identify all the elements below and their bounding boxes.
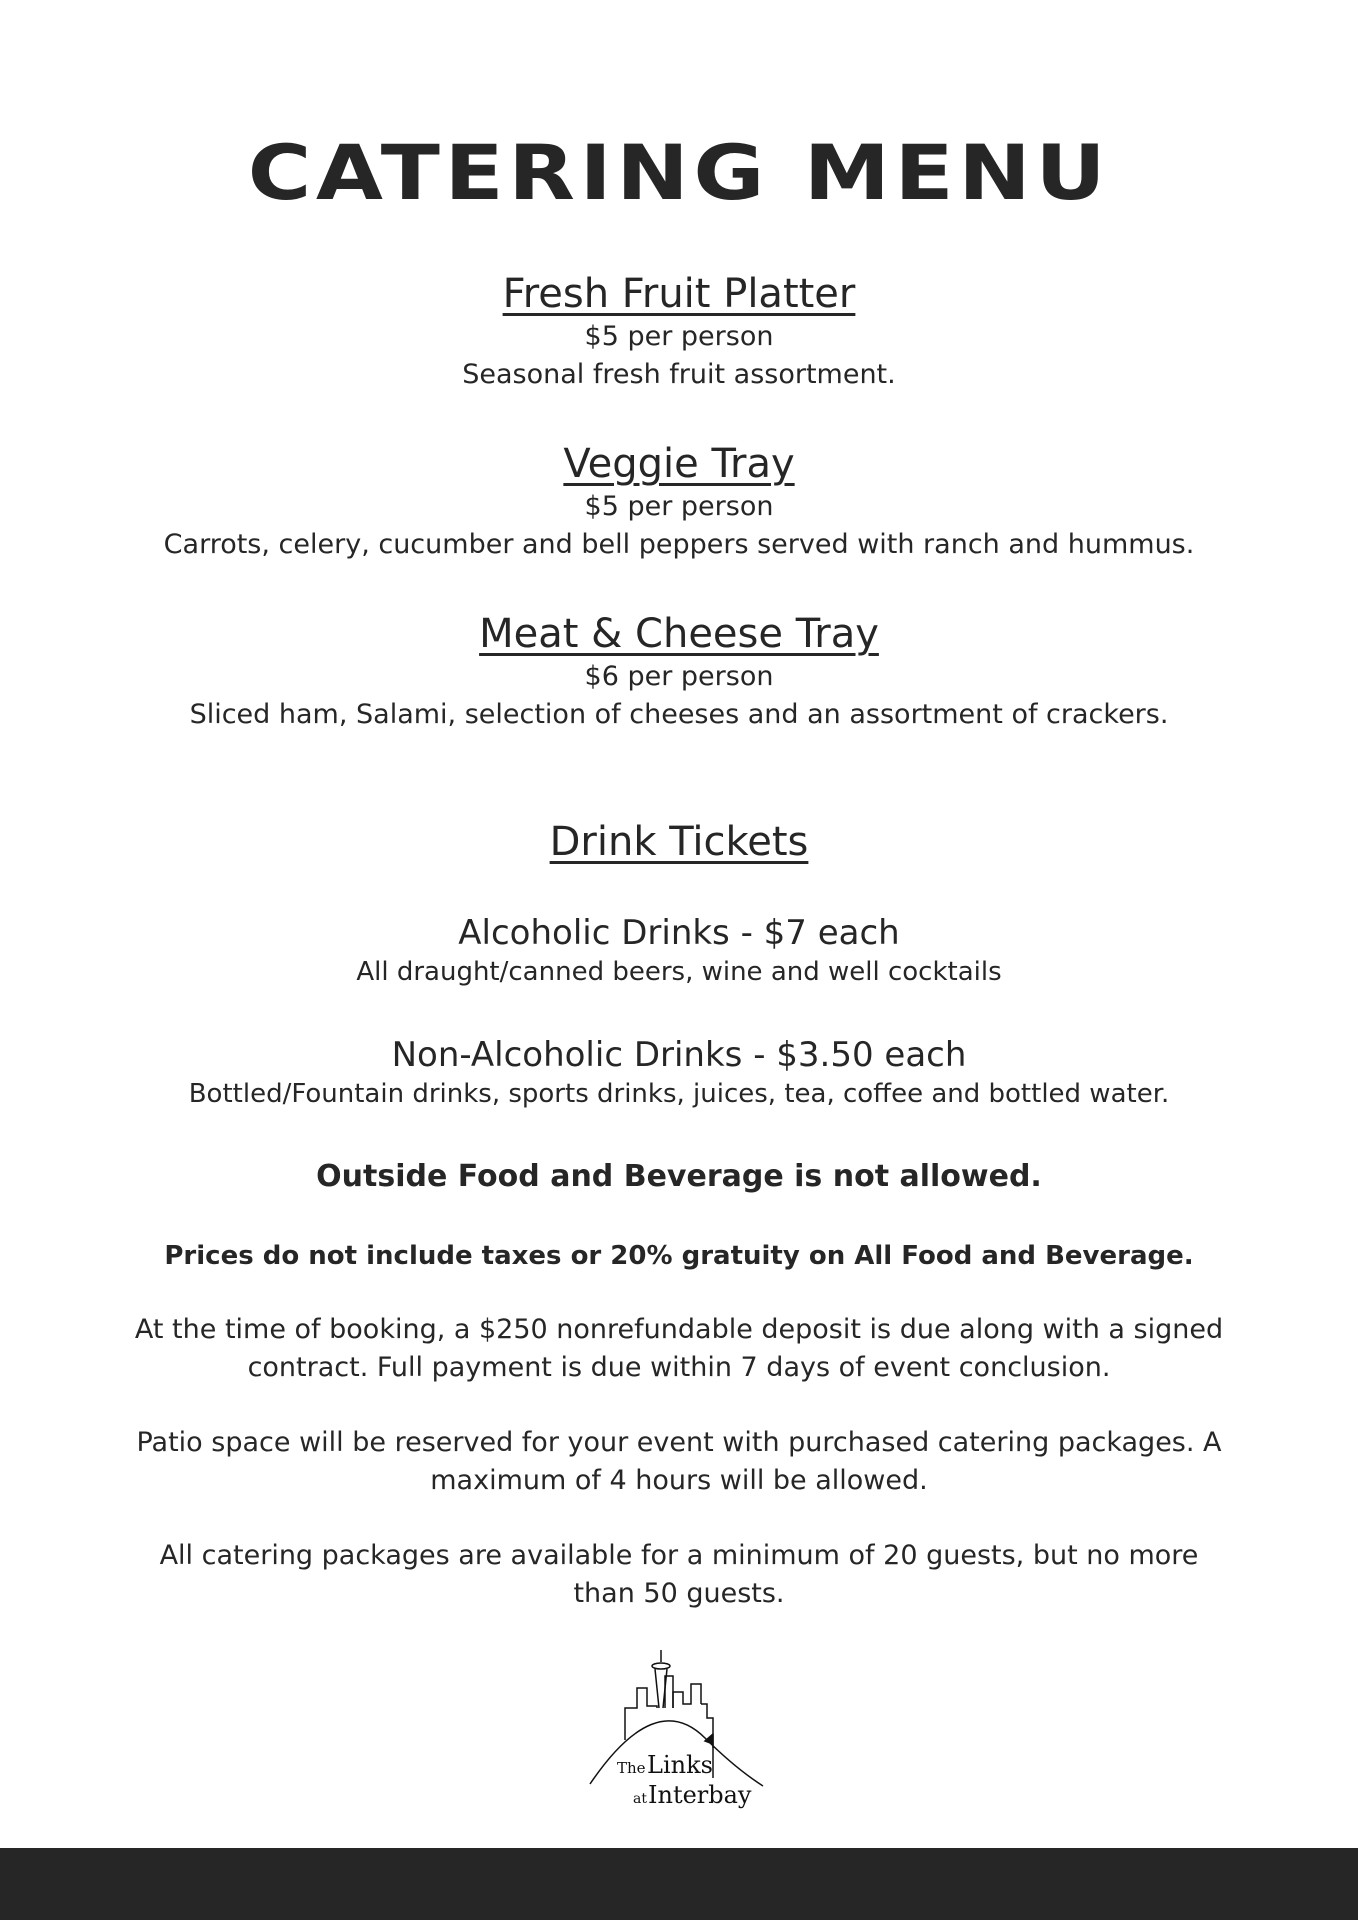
menu-item-name: Fresh Fruit Platter — [502, 271, 856, 317]
logo-text-the: The — [617, 1759, 646, 1777]
policy-text: All catering packages are available for a minimum of 20 guests, but no more than 50 guests. — [159, 1540, 1199, 1609]
logo — [585, 1648, 775, 1818]
logo-text-links: Links — [647, 1751, 713, 1779]
prices-notice — [0, 1238, 1358, 1274]
menu-item-veggie-tray — [0, 440, 1358, 564]
outside-food-notice — [0, 1157, 1358, 1197]
policy-text: Prices do not include taxes or 20% gratuity on All Food and Beverage. — [164, 1241, 1194, 1271]
menu-item-description: Seasonal fresh fruit assortment. — [462, 359, 896, 390]
policy-text: At the time of booking, a $250 nonrefundable deposit is due along with a signed contract. Full payment is due within 7 days of event conclusion. — [134, 1314, 1224, 1383]
guests-policy — [0, 1537, 1358, 1613]
policy-text: Outside Food and Beverage is not allowed. — [316, 1159, 1042, 1194]
menu-item-price: $6 per person — [584, 661, 774, 692]
drink-item-non-alcoholic — [0, 1034, 1358, 1112]
patio-policy — [0, 1424, 1358, 1500]
menu-item-name: Meat & Cheese Tray — [479, 611, 879, 657]
menu-item-name: Veggie Tray — [563, 441, 795, 487]
drink-item-title: Non-Alcoholic Drinks - $3.50 each — [391, 1035, 967, 1075]
menu-item-description: Sliced ham, Salami, selection of cheeses and an assortment of crackers. — [189, 699, 1169, 730]
menu-item-price: $5 per person — [584, 321, 774, 352]
policy-text: Patio space will be reserved for your event with purchased catering packages. A maximum of 4 hours will be allowed. — [136, 1427, 1222, 1496]
menu-item-description: Carrots, celery, cucumber and bell peppers served with ranch and hummus. — [163, 529, 1195, 560]
section-heading: Drink Tickets — [549, 819, 809, 865]
drink-item-title: Alcoholic Drinks - $7 each — [458, 913, 900, 953]
drink-item-description: Bottled/Fountain drinks, sports drinks, juices, tea, coffee and bottled water. — [188, 1079, 1170, 1109]
drink-item-alcoholic — [0, 912, 1358, 990]
drink-tickets-section — [0, 818, 1358, 866]
menu-item-meat-cheese-tray — [0, 610, 1358, 734]
logo-text-interbay: Interbay — [648, 1781, 752, 1809]
logo-text-at: at — [633, 1791, 647, 1807]
drink-item-description: All draught/canned beers, wine and well cocktails — [356, 957, 1002, 987]
page-title: CATERING MENU — [247, 128, 1111, 217]
footer-bar — [0, 1848, 1358, 1920]
deposit-policy — [0, 1311, 1358, 1387]
menu-item-fruit-platter — [0, 270, 1358, 394]
menu-item-price: $5 per person — [584, 491, 774, 522]
